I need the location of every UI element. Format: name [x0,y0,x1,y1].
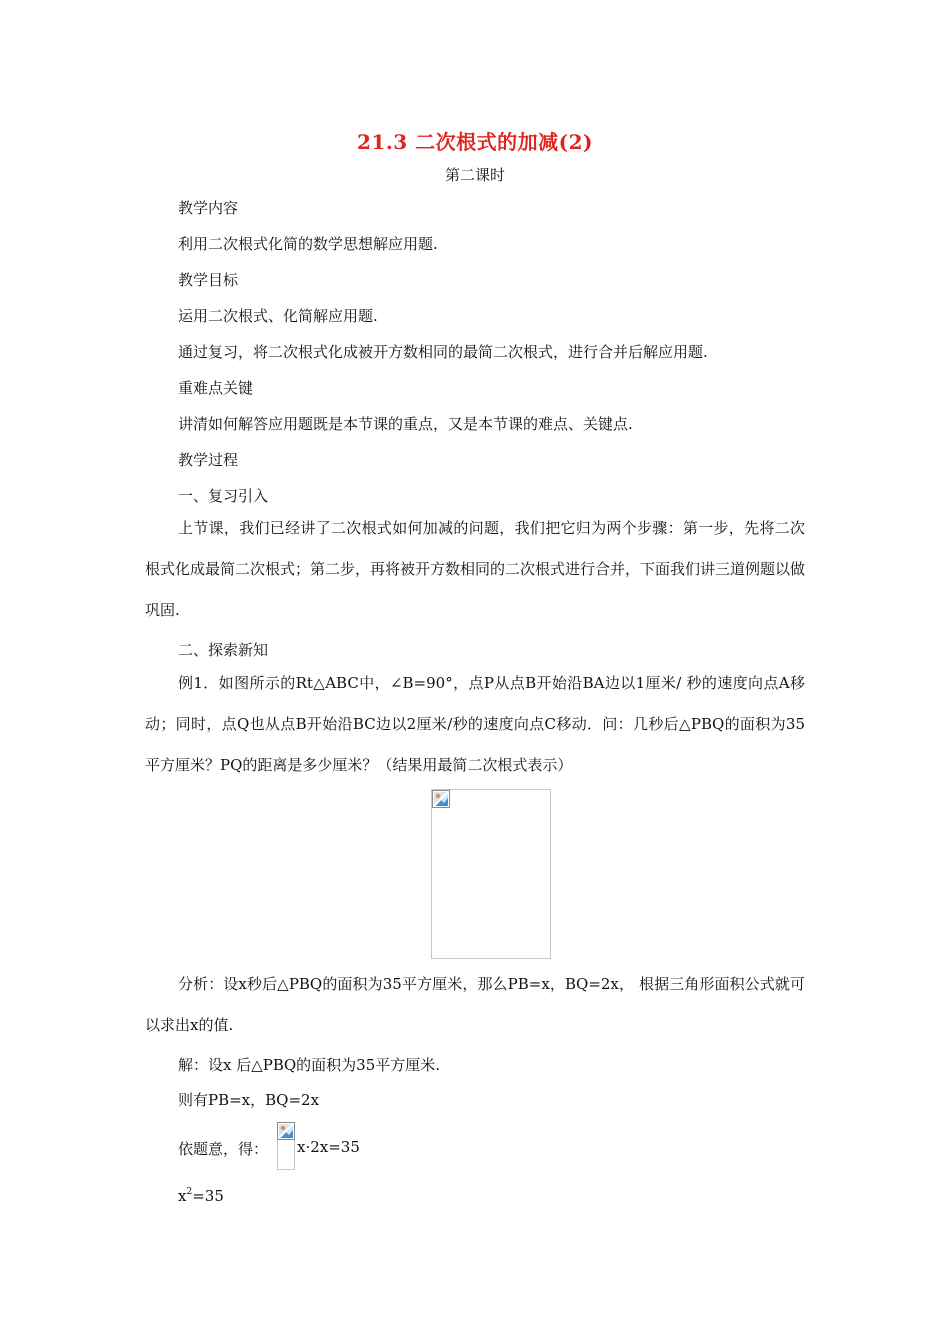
solution-line-1: 解：设x 后△PBQ的面积为35平方厘米. [178,1056,441,1074]
broken-image-icon [432,790,450,808]
goals-item-1: 运用二次根式、化简解应用题. [178,307,378,325]
solution-line-4 [178,1187,224,1205]
explore-heading: 二、探索新知 [178,641,269,659]
review-paragraph: 上节课，我们已经讲了二次根式如何加减的问题，我们把它归为两个步骤：第一步，先将二次根式化成最简二次根式；第二步，再将被开方数相同的二次根式进行合并，下面我们讲三道例题以做巩固. [145,519,806,619]
goals-heading: 教学目标 [178,271,239,289]
equation-base: x [178,1187,187,1205]
process-heading: 教学过程 [178,451,239,469]
broken-image-icon [277,1122,295,1140]
review-heading: 一、复习引入 [178,487,269,505]
equation-exponent: 2 [186,1187,193,1197]
example-paragraph: 例1．如图所示的Rt△ABC中，∠B=90°，点P从点B开始沿BA边以1厘米/ 秒的速度向点A移动；同时，点Q也从点B开始沿BC边以2厘米/秒的速度向点C移动．问：几秒后△PBQ的面积为35平方厘米？PQ的距离是多少厘米？（结果用最简二次根式表示） [145,674,805,774]
lesson-subtitle: 第二课时 [444,166,505,184]
solution-line-2: 则有PB=x，BQ=2x [178,1091,320,1109]
equation-rest: =35 [192,1187,224,1205]
key-heading: 重难点关键 [178,379,254,397]
goals-item-2: 通过复习，将二次根式化成被开方数相同的最简二次根式，进行合并后解应用题. [178,343,708,361]
content-text: 利用二次根式化简的数学思想解应用题. [178,235,438,253]
page-title: 21.3 二次根式的加减(2) [356,130,593,154]
content-heading: 教学内容 [178,199,239,217]
solution-line-3-suffix: x·2x=35 [297,1138,360,1156]
fraction-image-placeholder [277,1122,295,1170]
analysis-paragraph: 分析：设x秒后△PBQ的面积为35平方厘米，那么PB=x，BQ=2x， 根据三角形面积公式就可以求出x的值. [145,975,805,1034]
key-text: 讲清如何解答应用题既是本节课的重点，又是本节课的难点、关键点. [178,415,633,433]
solution-line-3-prefix: 依题意，得： [178,1140,269,1158]
figure-placeholder [431,789,551,959]
